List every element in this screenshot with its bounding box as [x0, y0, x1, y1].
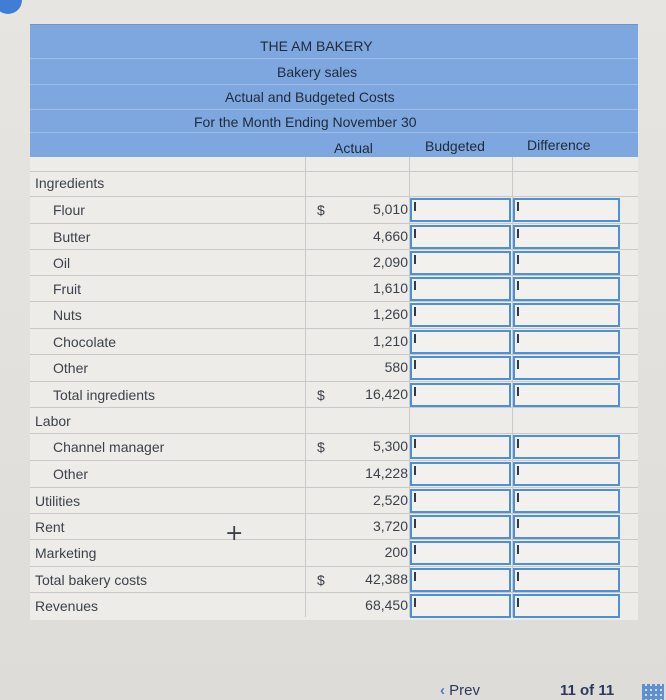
currency-symbol: $ [317, 387, 325, 403]
column-header-actual: Actual [334, 140, 373, 156]
table-row [30, 539, 638, 566]
actual-value: 3,720 [372, 518, 408, 534]
budgeted-input[interactable] [410, 489, 511, 513]
table-row [30, 566, 638, 592]
budgeted-input[interactable] [410, 594, 511, 618]
actual-value: 200 [384, 544, 408, 560]
plus-cursor-icon: + [225, 521, 244, 546]
row-label: Nuts [53, 307, 82, 323]
actual-value: 42,388 [365, 571, 408, 587]
report-period: For the Month Ending November 30 [194, 114, 417, 130]
chevron-left-icon: ‹ [440, 682, 450, 699]
difference-input[interactable] [513, 515, 620, 539]
currency-symbol: $ [317, 572, 325, 588]
row-label: Ingredients [35, 175, 105, 191]
row-label: Oil [53, 255, 71, 271]
budgeted-input[interactable] [410, 568, 511, 592]
difference-input[interactable] [513, 356, 620, 380]
prev-button[interactable] [440, 682, 480, 699]
budgeted-input[interactable] [410, 435, 511, 459]
budgeted-input[interactable] [410, 330, 511, 354]
table-row [30, 487, 638, 513]
table-header [30, 24, 638, 157]
row-label: Flour [53, 202, 85, 218]
table-row [30, 275, 638, 301]
table-row [30, 249, 638, 275]
budgeted-input[interactable] [410, 251, 511, 275]
budgeted-input[interactable] [410, 541, 511, 565]
actual-value: 580 [384, 359, 408, 375]
row-label: Utilities [35, 493, 81, 509]
budgeted-input[interactable] [410, 225, 511, 249]
table-row [30, 381, 638, 407]
report-title: Actual and Budgeted Costs [225, 89, 395, 105]
budgeted-input[interactable] [410, 198, 511, 222]
row-label: Marketing [35, 545, 97, 561]
prev-label: Prev [449, 682, 481, 699]
grid-menu-icon[interactable] [642, 684, 664, 700]
corner-badge [0, 0, 22, 14]
budgeted-input[interactable] [410, 462, 511, 486]
actual-value: 1,210 [372, 333, 408, 349]
cost-table-panel [30, 24, 638, 620]
row-label: Revenues [35, 598, 99, 614]
currency-symbol: $ [317, 439, 325, 455]
table-row [30, 513, 638, 539]
budgeted-input[interactable] [410, 383, 511, 407]
table-row [30, 301, 638, 328]
row-label: Fruit [53, 281, 81, 297]
difference-input[interactable] [513, 541, 620, 565]
actual-value: 5,300 [372, 438, 408, 454]
actual-value: 1,610 [372, 280, 408, 296]
difference-input[interactable] [513, 198, 620, 222]
page-indicator: 11 of 11 [560, 682, 615, 699]
difference-input[interactable] [513, 568, 620, 592]
difference-input[interactable] [513, 462, 620, 486]
table-row [30, 354, 638, 381]
budgeted-input[interactable] [410, 356, 511, 380]
row-label: Total ingredients [53, 387, 155, 403]
actual-value: 5,010 [372, 201, 408, 217]
currency-symbol: $ [317, 202, 325, 218]
table-row [30, 407, 638, 433]
table-row [30, 223, 638, 249]
table-row [30, 328, 638, 354]
difference-input[interactable] [513, 594, 620, 618]
table-row [30, 433, 638, 460]
difference-input[interactable] [513, 489, 620, 513]
table-row [30, 592, 638, 619]
actual-value: 14,228 [365, 465, 408, 481]
difference-input[interactable] [513, 225, 620, 249]
difference-input[interactable] [513, 303, 620, 327]
row-label: Rent [35, 519, 65, 535]
difference-input[interactable] [513, 383, 620, 407]
actual-value: 16,420 [365, 386, 408, 402]
actual-value: 4,660 [372, 228, 408, 244]
column-header-difference: Difference [527, 137, 591, 153]
budgeted-input[interactable] [410, 515, 511, 539]
budgeted-input[interactable] [410, 277, 511, 301]
difference-input[interactable] [513, 251, 620, 275]
row-label: Other [53, 360, 89, 376]
table-row [30, 460, 638, 487]
table-row [30, 171, 638, 196]
row-label: Total bakery costs [35, 572, 148, 588]
actual-value: 1,260 [372, 306, 408, 322]
company-name: THE AM BAKERY [260, 38, 373, 54]
row-label: Chocolate [53, 334, 117, 350]
column-header-budgeted: Budgeted [425, 138, 485, 154]
actual-value: 2,090 [372, 254, 408, 270]
actual-value: 68,450 [365, 597, 408, 613]
difference-input[interactable] [513, 277, 620, 301]
difference-input[interactable] [513, 330, 620, 354]
actual-value: 2,520 [372, 492, 408, 508]
table-row [30, 196, 638, 223]
row-label: Butter [53, 229, 91, 245]
row-label: Other [53, 466, 89, 482]
report-subtitle: Bakery sales [277, 64, 358, 80]
budgeted-input[interactable] [410, 303, 511, 327]
row-label: Channel manager [53, 439, 165, 455]
row-label: Labor [35, 413, 71, 429]
difference-input[interactable] [513, 435, 620, 459]
